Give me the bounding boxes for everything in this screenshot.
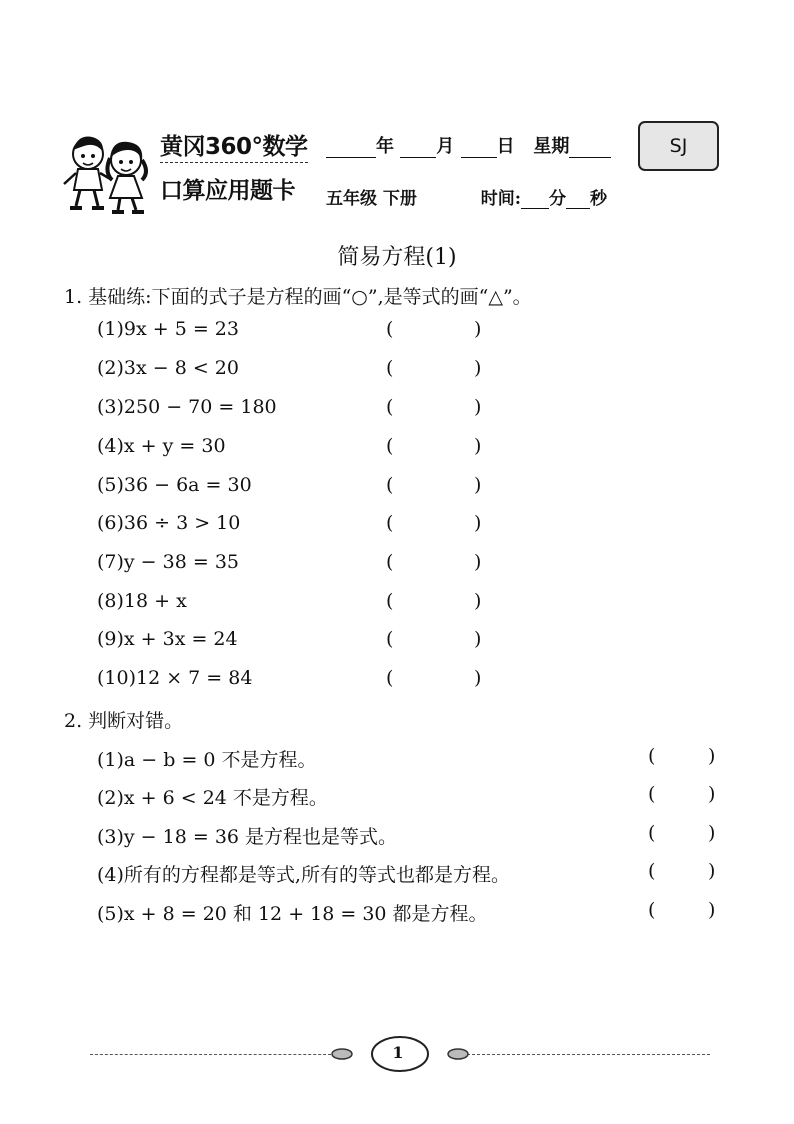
s2-item-3: (3)y − 18 = 36 是方程也是等式。 (97, 826, 398, 848)
weekday-label: 星期 (533, 136, 570, 157)
footer-rule-left (90, 1054, 336, 1055)
s1-answer-2-close: ) (474, 357, 482, 379)
s2-answer-5-open[interactable]: ( (648, 899, 656, 921)
s1-answer-9-open[interactable]: ( (386, 628, 394, 650)
grade-label: 五年级 下册 (326, 189, 417, 209)
brand-divider (160, 162, 308, 163)
s1-item-10: (10)12 × 7 = 84 (97, 667, 253, 689)
s1-answer-1-open[interactable]: ( (386, 318, 394, 340)
s1-item-5: (5)36 − 6a = 30 (97, 474, 252, 496)
s2-answer-3-close: ) (708, 822, 716, 844)
s1-answer-2-open[interactable]: ( (386, 357, 394, 379)
second-blank[interactable] (566, 191, 590, 209)
s1-answer-9-close: ) (474, 628, 482, 650)
s1-item-8: (8)18 + x (97, 590, 187, 612)
s2-item-2: (2)x + 6 < 24 不是方程。 (97, 787, 328, 809)
s1-answer-1-close: ) (474, 318, 482, 340)
section1-heading: 1. 基础练:下面的式子是方程的画“○”,是等式的画“△”。 (64, 286, 532, 308)
footer-rule-right (462, 1054, 710, 1055)
year-label: 年 (376, 136, 394, 157)
minute-blank[interactable] (521, 191, 549, 209)
month-label: 月 (436, 136, 455, 157)
s1-answer-4-open[interactable]: ( (386, 435, 394, 457)
weekday-blank[interactable] (569, 140, 611, 158)
minute-label: 分 (549, 189, 567, 209)
s1-item-6: (6)36 ÷ 3 > 10 (97, 512, 241, 534)
s1-answer-7-open[interactable]: ( (386, 551, 394, 573)
page-number: 1 (392, 1043, 404, 1062)
s1-item-4: (4)x + y = 30 (97, 435, 226, 457)
s2-answer-2-open[interactable]: ( (648, 783, 656, 805)
s1-item-3: (3)250 − 70 = 180 (97, 396, 277, 418)
s1-answer-7-close: ) (474, 551, 482, 573)
s2-item-1: (1)a − b = 0 不是方程。 (97, 749, 317, 771)
s1-answer-4-close: ) (474, 435, 482, 457)
day-label: 日 (496, 136, 515, 157)
s1-item-2: (2)3x − 8 < 20 (97, 357, 239, 379)
s1-answer-5-close: ) (474, 474, 482, 496)
page-title: 简易方程(1) (337, 245, 457, 270)
s2-answer-4-open[interactable]: ( (648, 860, 656, 882)
s1-answer-10-close: ) (474, 667, 482, 689)
second-label: 秒 (590, 189, 608, 209)
s2-answer-1-close: ) (708, 745, 716, 767)
s1-item-9: (9)x + 3x = 24 (97, 628, 238, 650)
s1-answer-5-open[interactable]: ( (386, 474, 394, 496)
s1-item-7: (7)y − 38 = 35 (97, 551, 239, 573)
edition-badge: SJ (638, 121, 719, 171)
s2-answer-2-close: ) (708, 783, 716, 805)
s2-answer-3-open[interactable]: ( (648, 822, 656, 844)
s1-answer-8-close: ) (474, 590, 482, 612)
s1-answer-3-open[interactable]: ( (386, 396, 394, 418)
cartoon-kids-logo (58, 128, 156, 214)
s1-answer-3-close: ) (474, 396, 482, 418)
date-line (326, 132, 611, 158)
s2-item-4: (4)所有的方程都是等式,所有的等式也都是方程。 (97, 864, 510, 886)
grade-time-line (326, 184, 607, 209)
year-blank[interactable] (326, 140, 376, 158)
month-blank[interactable] (400, 140, 436, 158)
s1-answer-6-open[interactable]: ( (386, 512, 394, 534)
s1-answer-8-open[interactable]: ( (386, 590, 394, 612)
time-label: 时间: (480, 189, 522, 209)
s2-answer-1-open[interactable]: ( (648, 745, 656, 767)
s2-answer-5-close: ) (708, 899, 716, 921)
day-blank[interactable] (461, 140, 497, 158)
s1-answer-6-close: ) (474, 512, 482, 534)
brand-title: 黄冈360°数学 (160, 134, 308, 160)
section2-heading: 2. 判断对错。 (64, 710, 184, 732)
s2-answer-4-close: ) (708, 860, 716, 882)
s1-item-1: (1)9x + 5 = 23 (97, 318, 239, 340)
s2-item-5: (5)x + 8 = 20 和 12 + 18 = 30 都是方程。 (97, 903, 488, 925)
brand-subtitle: 口算应用题卡 (160, 178, 295, 204)
s1-answer-10-open[interactable]: ( (386, 667, 394, 689)
